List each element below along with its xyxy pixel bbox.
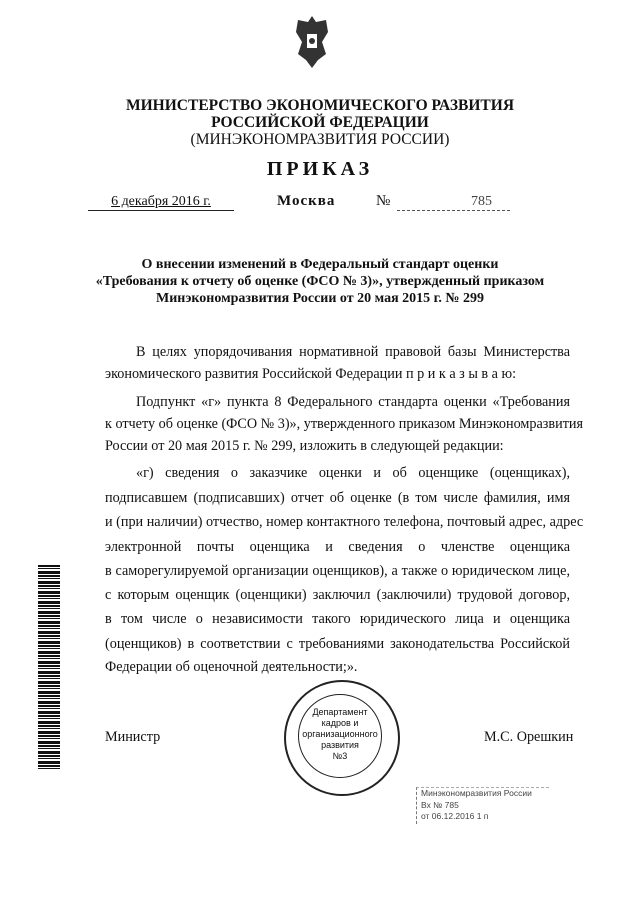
body-line: (оценщиков) в соответствии с требованиями законодательства Российской (105, 636, 570, 652)
subject-line: «Требования к отчету об оценке (ФСО № 3)», утвержденный приказом (95, 274, 545, 289)
stamp-line: кадров и (321, 718, 359, 728)
body-line: В целях упорядочивания нормативной правовой базы Министерства (136, 344, 570, 360)
subject-line: Минэкономразвития России от 20 мая 2015 г. № 299 (156, 291, 484, 306)
signatory-position: Министр (105, 729, 161, 745)
body-line: Федерации об оценочной деятельности;». (105, 659, 358, 675)
body-line: Подпункт «г» пункта 8 Федерального стандарта оценки «Требования (136, 394, 570, 410)
order-date: 6 декабря 2016 г. (88, 194, 234, 211)
body-line: и (при наличии) отчество, номер контактного телефона, почтовый адрес, адрес (105, 514, 584, 530)
ministry-name-line1: МИНИСТЕРСТВО ЭКОНОМИЧЕСКОГО РАЗВИТИЯ (125, 97, 515, 114)
stamp-line: Департамент (312, 707, 368, 717)
registration-line: от 06.12.2016 1 п (421, 811, 489, 821)
order-number: 785 (397, 194, 510, 211)
body-line: экономического развития Российской Федерации п р и к а з ы в а ю: (105, 366, 517, 382)
registration-stamp (416, 787, 549, 824)
body-line: к отчету об оценке (ФСО № 3)», утвержденного приказом Минэкономразвития (105, 416, 584, 432)
registration-line: Вх № 785 (421, 799, 459, 810)
stamp-line: развития (321, 740, 359, 750)
body-line: подписавшем (подписавших) отчет об оценке (в том числе фамилия, имя (105, 490, 570, 506)
stamp-line: организационного (302, 729, 378, 739)
coat-of-arms-emblem (292, 12, 332, 72)
body-line: в саморегулируемой организации оценщиков), а также о юридическом лице, (105, 563, 570, 579)
subject-line: О внесении изменений в Федеральный стандарт оценки (141, 257, 499, 272)
body-line: с которым оценщик (оценщики) заключил (заключили) трудовой договор, (105, 587, 570, 603)
body-line: в том числе о независимости такого юридического лица и оценщика (105, 611, 570, 627)
ministry-short-name: (МИНЭКОНОМРАЗВИТИЯ РОССИИ) (190, 131, 450, 148)
barcode (38, 565, 60, 770)
body-line: «г) сведения о заказчике оценки и об оценщике (оценщиках), (136, 465, 570, 481)
body-line: России от 20 мая 2015 г. № 299, изложить в следующей редакции: (105, 438, 504, 454)
signatory-name: М.С. Орешкин (484, 729, 574, 745)
number-label: № (376, 193, 391, 209)
ministry-name-line2: РОССИЙСКОЙ ФЕДЕРАЦИИ (211, 114, 429, 131)
official-stamp (284, 680, 400, 796)
body-line: электронной почты оценщика и сведения о членстве оценщика (105, 539, 570, 555)
stamp-line: №3 (332, 751, 348, 761)
registration-line: Минэкономразвития России (421, 788, 532, 798)
order-city: Москва (277, 193, 336, 209)
document-type: ПРИКАЗ (266, 158, 374, 180)
